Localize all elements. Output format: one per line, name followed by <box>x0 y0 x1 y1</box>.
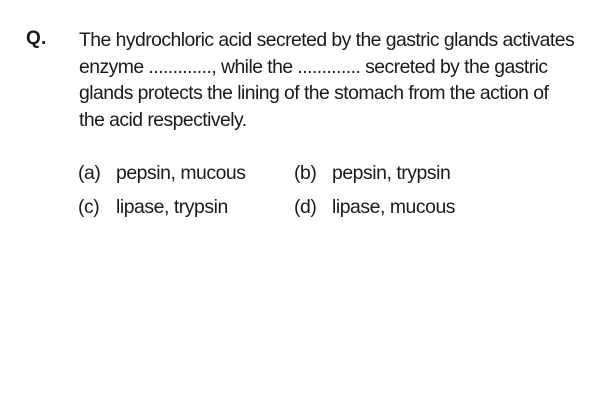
option-d-text: lipase, mucous <box>332 196 456 218</box>
option-a-letter: (a) <box>78 162 101 184</box>
question-label: Q. <box>26 28 47 49</box>
question-line-1: The hydrochloric acid secreted by the gastric glands activates <box>79 29 575 51</box>
option-c <box>78 196 228 219</box>
question-text <box>79 27 589 133</box>
option-b-text: pepsin, trypsin <box>332 162 451 184</box>
option-b-letter: (b) <box>294 162 317 184</box>
question-line-3: glands protects the lining of the stomach from the action of <box>79 82 549 104</box>
question-line-4: the acid respectively. <box>79 108 247 131</box>
option-a-text: pepsin, mucous <box>116 162 246 184</box>
question-line-2: enzyme ............., while the ............. secreted by the gastric <box>79 55 548 78</box>
option-d-letter: (d) <box>294 196 317 218</box>
option-a <box>78 162 246 185</box>
option-d <box>294 196 455 219</box>
option-c-letter: (c) <box>78 196 100 218</box>
option-c-text: lipase, trypsin <box>116 196 228 218</box>
option-b <box>294 162 450 185</box>
